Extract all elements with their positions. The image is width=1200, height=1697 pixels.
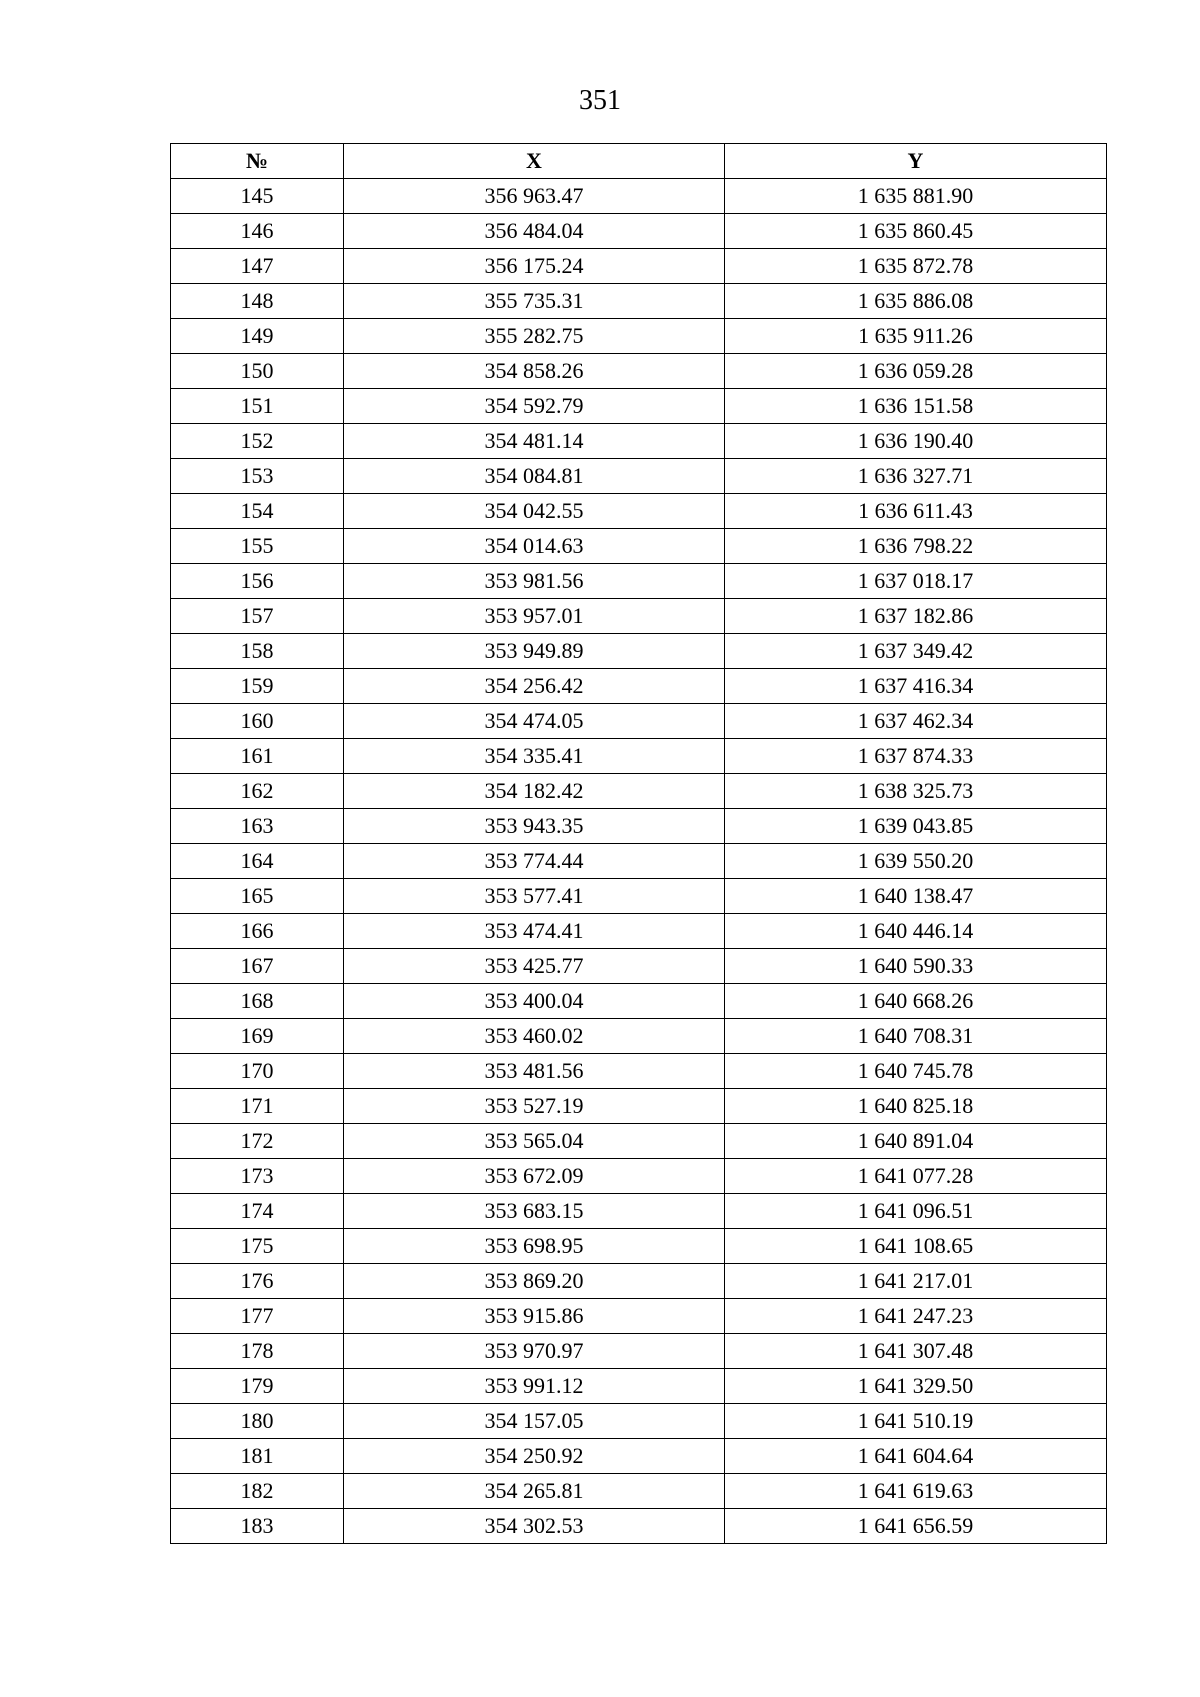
cell-number: 156 [171,564,344,599]
cell-number: 152 [171,424,344,459]
cell-number: 172 [171,1124,344,1159]
cell-x: 355 282.75 [344,319,725,354]
cell-y: 1 640 138.47 [725,879,1107,914]
table-row [171,459,1107,494]
cell-number: 147 [171,249,344,284]
cell-x: 353 683.15 [344,1194,725,1229]
table-row [171,249,1107,284]
table-row [171,1509,1107,1544]
cell-number: 158 [171,634,344,669]
header-row [171,144,1107,179]
cell-x: 355 735.31 [344,284,725,319]
table-row [171,1194,1107,1229]
cell-x: 356 484.04 [344,214,725,249]
cell-x: 354 250.92 [344,1439,725,1474]
table-row [171,879,1107,914]
table-row [171,704,1107,739]
cell-number: 167 [171,949,344,984]
cell-x: 353 527.19 [344,1089,725,1124]
table-row [171,1264,1107,1299]
cell-x: 354 182.42 [344,774,725,809]
table-row [171,564,1107,599]
cell-y: 1 637 349.42 [725,634,1107,669]
cell-number: 155 [171,529,344,564]
cell-y: 1 640 446.14 [725,914,1107,949]
table-row [171,1439,1107,1474]
cell-y: 1 640 745.78 [725,1054,1107,1089]
cell-number: 154 [171,494,344,529]
cell-number: 174 [171,1194,344,1229]
cell-y: 1 637 462.34 [725,704,1107,739]
cell-x: 353 481.56 [344,1054,725,1089]
table-row [171,1334,1107,1369]
cell-y: 1 641 307.48 [725,1334,1107,1369]
table-row [171,774,1107,809]
cell-number: 153 [171,459,344,494]
cell-number: 180 [171,1404,344,1439]
cell-x: 353 565.04 [344,1124,725,1159]
cell-number: 159 [171,669,344,704]
cell-y: 1 636 059.28 [725,354,1107,389]
cell-x: 353 774.44 [344,844,725,879]
cell-x: 354 265.81 [344,1474,725,1509]
table-row [171,214,1107,249]
table-row [171,1019,1107,1054]
cell-y: 1 638 325.73 [725,774,1107,809]
cell-number: 163 [171,809,344,844]
table-row [171,984,1107,1019]
cell-y: 1 640 825.18 [725,1089,1107,1124]
cell-x: 353 460.02 [344,1019,725,1054]
table-row [171,1229,1107,1264]
cell-x: 353 425.77 [344,949,725,984]
table-row [171,809,1107,844]
cell-number: 177 [171,1299,344,1334]
cell-number: 165 [171,879,344,914]
header-x: X [344,144,725,179]
cell-x: 353 672.09 [344,1159,725,1194]
cell-x: 354 042.55 [344,494,725,529]
cell-number: 175 [171,1229,344,1264]
cell-y: 1 641 329.50 [725,1369,1107,1404]
cell-x: 354 592.79 [344,389,725,424]
header-y: Y [725,144,1107,179]
cell-x: 354 157.05 [344,1404,725,1439]
cell-y: 1 635 881.90 [725,179,1107,214]
cell-number: 162 [171,774,344,809]
cell-y: 1 635 911.26 [725,319,1107,354]
cell-number: 149 [171,319,344,354]
cell-x: 354 474.05 [344,704,725,739]
table-row [171,1299,1107,1334]
table-row [171,669,1107,704]
cell-y: 1 641 510.19 [725,1404,1107,1439]
table-row [171,1474,1107,1509]
cell-x: 353 970.97 [344,1334,725,1369]
cell-y: 1 640 590.33 [725,949,1107,984]
table-row [171,844,1107,879]
cell-y: 1 637 874.33 [725,739,1107,774]
table-row [171,389,1107,424]
table-row [171,1369,1107,1404]
table-row [171,634,1107,669]
cell-x: 354 084.81 [344,459,725,494]
cell-y: 1 636 190.40 [725,424,1107,459]
cell-x: 354 302.53 [344,1509,725,1544]
cell-number: 181 [171,1439,344,1474]
cell-y: 1 639 550.20 [725,844,1107,879]
cell-number: 151 [171,389,344,424]
cell-y: 1 637 182.86 [725,599,1107,634]
cell-y: 1 640 668.26 [725,984,1107,1019]
table-row [171,319,1107,354]
table-row [171,914,1107,949]
cell-x: 354 335.41 [344,739,725,774]
cell-x: 353 915.86 [344,1299,725,1334]
cell-number: 169 [171,1019,344,1054]
cell-number: 173 [171,1159,344,1194]
cell-y: 1 641 108.65 [725,1229,1107,1264]
cell-x: 353 981.56 [344,564,725,599]
cell-y: 1 641 619.63 [725,1474,1107,1509]
table-row [171,284,1107,319]
cell-y: 1 641 656.59 [725,1509,1107,1544]
table-row [171,529,1107,564]
cell-y: 1 639 043.85 [725,809,1107,844]
cell-x: 353 869.20 [344,1264,725,1299]
cell-x: 353 991.12 [344,1369,725,1404]
cell-y: 1 641 604.64 [725,1439,1107,1474]
page-number: 351 [579,85,621,116]
cell-number: 176 [171,1264,344,1299]
cell-number: 164 [171,844,344,879]
cell-y: 1 635 860.45 [725,214,1107,249]
cell-x: 354 014.63 [344,529,725,564]
cell-number: 145 [171,179,344,214]
cell-number: 161 [171,739,344,774]
table-header [171,144,1107,179]
cell-y: 1 636 798.22 [725,529,1107,564]
cell-x: 353 698.95 [344,1229,725,1264]
cell-number: 179 [171,1369,344,1404]
cell-y: 1 640 708.31 [725,1019,1107,1054]
cell-y: 1 641 247.23 [725,1299,1107,1334]
cell-y: 1 637 018.17 [725,564,1107,599]
cell-number: 183 [171,1509,344,1544]
table-row [171,949,1107,984]
cell-number: 168 [171,984,344,1019]
table-row [171,1089,1107,1124]
header-number: № [171,144,344,179]
cell-number: 150 [171,354,344,389]
cell-number: 171 [171,1089,344,1124]
table-row [171,424,1107,459]
cell-number: 170 [171,1054,344,1089]
cell-y: 1 640 891.04 [725,1124,1107,1159]
cell-x: 353 943.35 [344,809,725,844]
cell-y: 1 641 077.28 [725,1159,1107,1194]
cell-x: 356 963.47 [344,179,725,214]
table-row [171,494,1107,529]
cell-number: 178 [171,1334,344,1369]
cell-y: 1 636 611.43 [725,494,1107,529]
table-row [171,739,1107,774]
table-row [171,354,1107,389]
table-row [171,599,1107,634]
cell-x: 356 175.24 [344,249,725,284]
cell-x: 353 577.41 [344,879,725,914]
cell-y: 1 635 886.08 [725,284,1107,319]
cell-y: 1 635 872.78 [725,249,1107,284]
cell-number: 160 [171,704,344,739]
cell-y: 1 641 217.01 [725,1264,1107,1299]
table-row [171,1124,1107,1159]
table-row [171,1159,1107,1194]
cell-x: 353 474.41 [344,914,725,949]
cell-number: 148 [171,284,344,319]
cell-number: 146 [171,214,344,249]
coordinates-table [170,143,1107,1544]
cell-number: 166 [171,914,344,949]
cell-x: 353 957.01 [344,599,725,634]
cell-y: 1 636 327.71 [725,459,1107,494]
table-body [171,179,1107,1544]
table-row [171,1054,1107,1089]
cell-x: 354 481.14 [344,424,725,459]
cell-x: 353 400.04 [344,984,725,1019]
cell-x: 354 858.26 [344,354,725,389]
cell-y: 1 641 096.51 [725,1194,1107,1229]
cell-number: 182 [171,1474,344,1509]
cell-number: 157 [171,599,344,634]
cell-x: 353 949.89 [344,634,725,669]
cell-y: 1 637 416.34 [725,669,1107,704]
cell-y: 1 636 151.58 [725,389,1107,424]
cell-x: 354 256.42 [344,669,725,704]
table-row [171,1404,1107,1439]
table-row [171,179,1107,214]
